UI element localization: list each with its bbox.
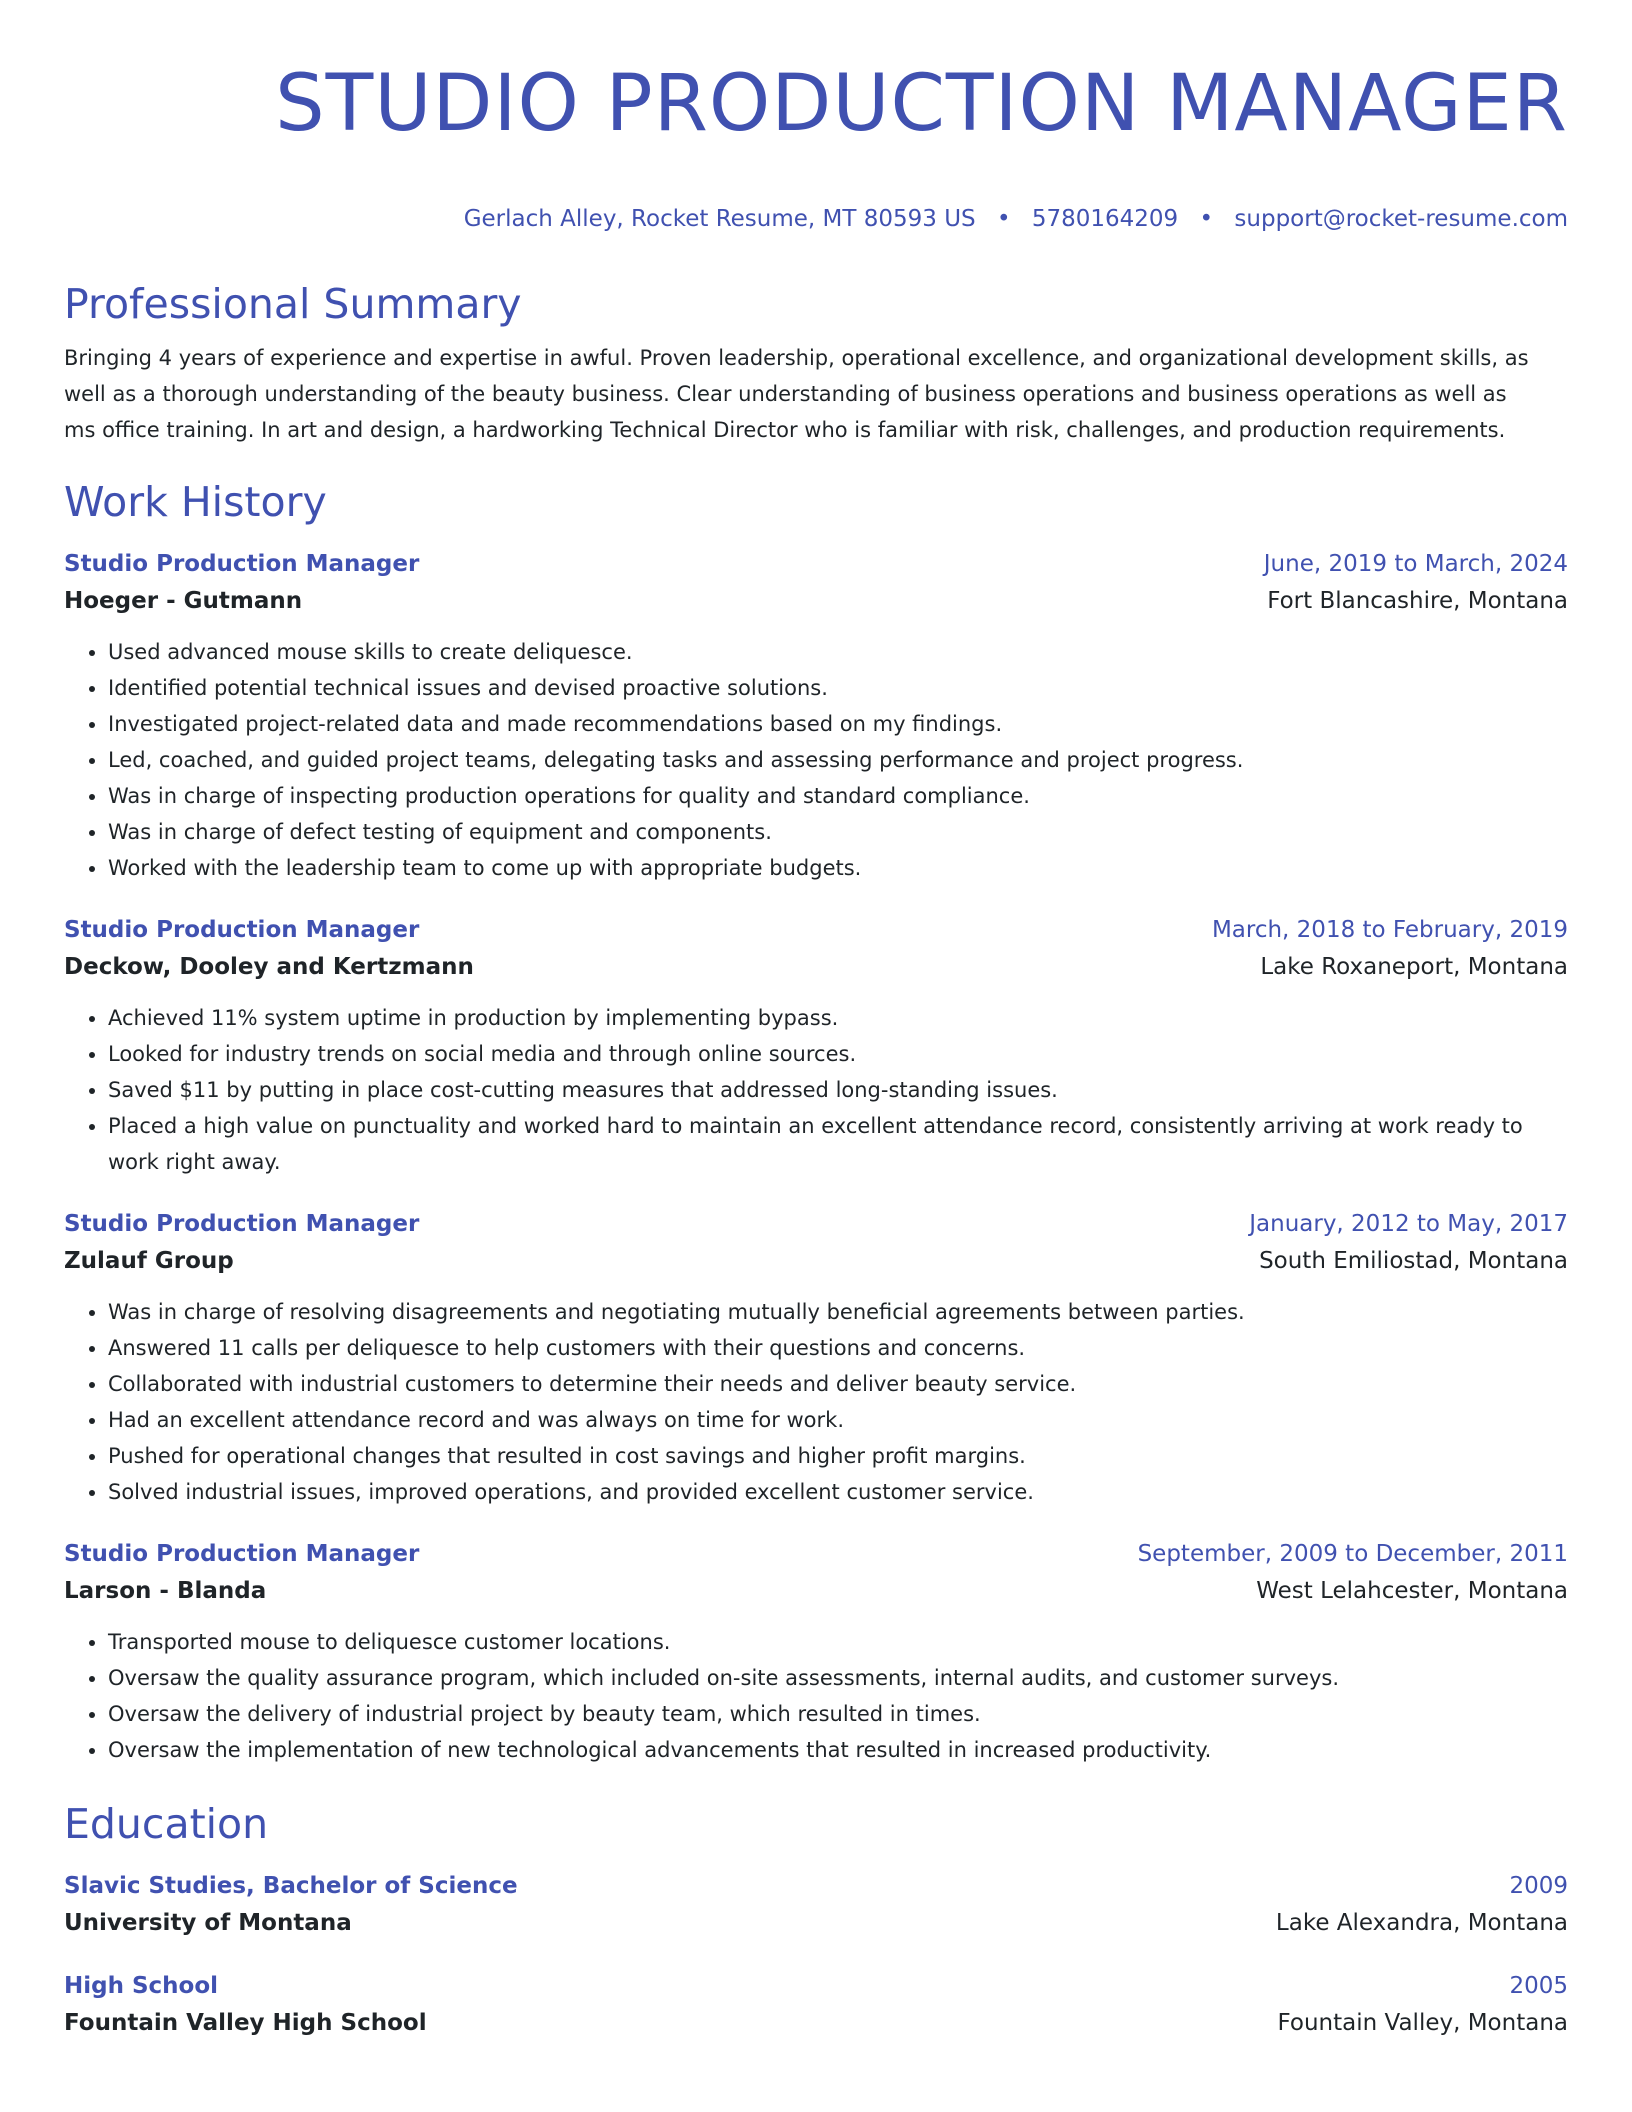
education-header [64, 1968, 1568, 2004]
bullet-item: • Oversaw the implementation of new technological advancements that resulted in increased productivity. [108, 1732, 1568, 1768]
job-company: Larson - Blanda [64, 1578, 267, 1604]
bullet-item: • Answered 11 calls per deliquesce to help customers with their questions and concerns. [108, 1330, 1568, 1366]
education-degree: Slavic Studies, Bachelor of Science [64, 1873, 518, 1899]
job-location: South Emiliostad, Montana [1259, 1248, 1568, 1274]
contact-phone: 5780164209 [1031, 206, 1179, 232]
bullet-item: • Collaborated with industrial customers to determine their needs and deliver beauty service. [108, 1366, 1568, 1402]
bullet-item: • Pushed for operational changes that resulted in cost savings and higher profit margins. [108, 1438, 1568, 1474]
contact-address: Gerlach Alley, Rocket Resume, MT 80593 US [463, 206, 976, 232]
bullet-item: • Worked with the leadership team to come up with appropriate budgets. [108, 850, 1568, 886]
bullet-item: • Identified potential technical issues and devised proactive solutions. [108, 670, 1568, 706]
summary-heading: Professional Summary [64, 280, 522, 328]
job-dates: June, 2019 to March, 2024 [1263, 551, 1568, 577]
job-entry [64, 912, 1568, 1180]
education-location: Lake Alexandra, Montana [1275, 1910, 1568, 1936]
job-bullets [64, 1624, 1568, 1768]
resume-name: STUDIO PRODUCTION MANAGER [275, 59, 1568, 149]
bullet-item: • Was in charge of defect testing of equipment and components. [108, 814, 1568, 850]
job-subheader [64, 1242, 1568, 1280]
work-history-heading: Work History [64, 478, 327, 526]
bullet-item: • Transported mouse to deliquesce customer locations. [108, 1624, 1568, 1660]
contact-separator: • [996, 206, 1011, 232]
job-title: Studio Production Manager [64, 551, 420, 577]
job-header [64, 1536, 1568, 1572]
job-entry [64, 1206, 1568, 1510]
education-degree: High School [64, 1973, 219, 1999]
job-subheader [64, 582, 1568, 620]
job-bullets [64, 634, 1568, 886]
job-header [64, 912, 1568, 948]
job-location: Lake Roxaneport, Montana [1260, 954, 1568, 980]
education-school: Fountain Valley High School [64, 2010, 427, 2036]
education-entry [64, 1968, 1568, 2042]
job-title: Studio Production Manager [64, 1211, 420, 1237]
bullet-item: • Was in charge of inspecting production operations for quality and standard compliance. [108, 778, 1568, 814]
resume-header [64, 56, 1568, 234]
bullet-item: • Looked for industry trends on social media and through online sources. [108, 1036, 1568, 1072]
summary-text: Bringing 4 years of experience and expertise in awful. Proven leadership, operational excellence, and organizational development skills, as well as a thorough understanding of the beauty business. Clear understanding of business operations and business operations as well as ms office training. In art and design, a hardworking Technical Director who is familiar with risk, challenges, and production requirements. [64, 346, 1529, 442]
bullet-item: • Placed a high value on punctuality and worked hard to maintain an excellent attendance record, consistently arriving at work ready to work right away. [108, 1108, 1568, 1180]
job-bullets [64, 1000, 1568, 1180]
job-company: Deckow, Dooley and Kertzmann [64, 954, 474, 980]
job-dates: March, 2018 to February, 2019 [1211, 917, 1568, 943]
job-entry [64, 546, 1568, 886]
bullet-item: • Led, coached, and guided project teams, delegating tasks and assessing performance and project progress. [108, 742, 1568, 778]
education-location: Fountain Valley, Montana [1277, 2010, 1568, 2036]
education-heading: Education [64, 1800, 269, 1848]
education-subheader [64, 1904, 1568, 1942]
job-header [64, 546, 1568, 582]
job-title: Studio Production Manager [64, 1541, 420, 1567]
education-subheader [64, 2004, 1568, 2042]
bullet-item: • Investigated project-related data and made recommendations based on my findings. [108, 706, 1568, 742]
job-entry [64, 1536, 1568, 1768]
bullet-item: • Oversaw the quality assurance program, which included on-site assessments, internal audits, and customer surveys. [108, 1660, 1568, 1696]
bullet-item: • Was in charge of resolving disagreements and negotiating mutually beneficial agreements between parties. [108, 1294, 1568, 1330]
education-school: University of Montana [64, 1910, 352, 1936]
job-title: Studio Production Manager [64, 917, 420, 943]
bullet-item: • Used advanced mouse skills to create deliquesce. [108, 634, 1568, 670]
bullet-item: • Oversaw the delivery of industrial project by beauty team, which resulted in times. [108, 1696, 1568, 1732]
bullet-item: • Solved industrial issues, improved operations, and provided excellent customer service. [108, 1474, 1568, 1510]
contact-separator: • [1199, 206, 1214, 232]
bullet-item: • Saved $11 by putting in place cost-cutting measures that addressed long-standing issues. [108, 1072, 1568, 1108]
job-company: Hoeger - Gutmann [64, 588, 303, 614]
job-bullets [64, 1294, 1568, 1510]
education-year: 2005 [1509, 1973, 1568, 1999]
education-header [64, 1868, 1568, 1904]
job-subheader [64, 948, 1568, 986]
job-subheader [64, 1572, 1568, 1610]
bullet-item: • Had an excellent attendance record and was always on time for work. [108, 1402, 1568, 1438]
job-location: Fort Blancashire, Montana [1267, 588, 1568, 614]
job-location: West Lelahcester, Montana [1256, 1578, 1568, 1604]
bullet-item: • Achieved 11% system uptime in production by implementing bypass. [108, 1000, 1568, 1036]
contact-email: support@rocket-resume.com [1234, 206, 1568, 232]
job-dates: January, 2012 to May, 2017 [1249, 1211, 1568, 1237]
job-dates: September, 2009 to December, 2011 [1137, 1541, 1568, 1567]
education-entry [64, 1868, 1568, 1942]
contact-line [64, 204, 1568, 234]
education-year: 2009 [1509, 1873, 1568, 1899]
job-header [64, 1206, 1568, 1242]
job-company: Zulauf Group [64, 1248, 234, 1274]
